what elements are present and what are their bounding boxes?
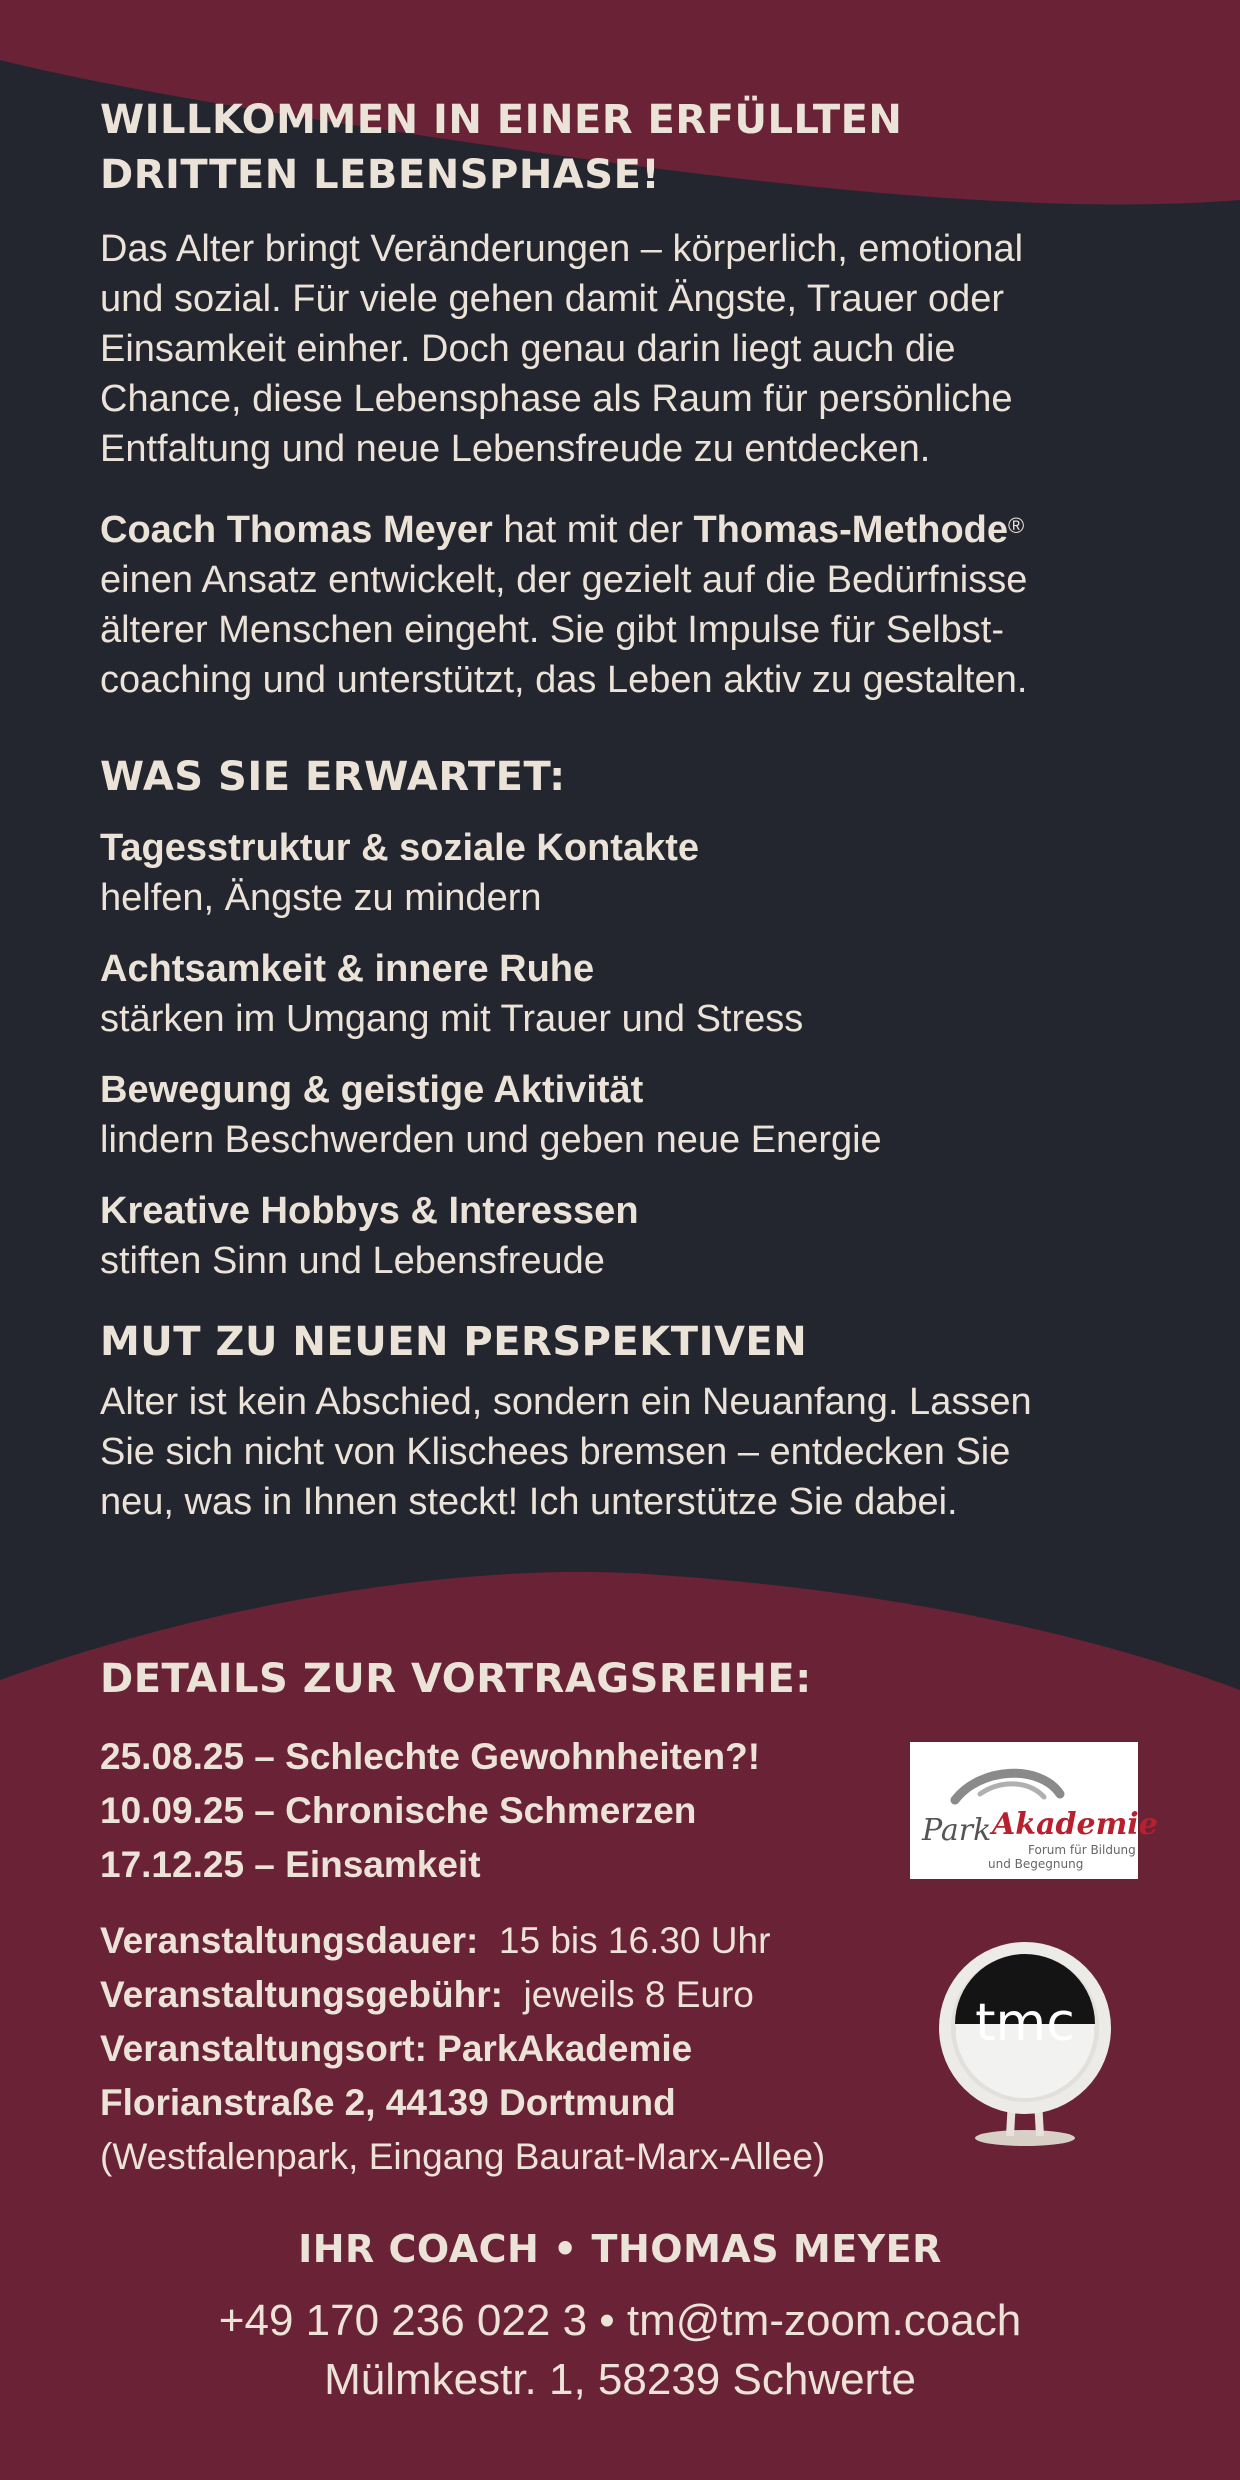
tmc-logo	[930, 1940, 1120, 2150]
expect-item-title: Tagesstruktur & soziale Kontakte	[100, 827, 700, 869]
fee-row	[100, 1968, 825, 2022]
date-item: 10.09.25 – Chronische Schmerzen	[100, 1790, 697, 1831]
intro-line: Das Alter bringt Veränderungen – körperlich, emotional	[100, 228, 1024, 270]
perspective-line: neu, was in Ihnen steckt! Ich unterstütze Sie dabei.	[100, 1481, 958, 1523]
expect-item	[100, 823, 699, 923]
duration-value: 15 bis 16.30 Uhr	[498, 1920, 771, 1961]
duration-label: Veranstaltungsdauer:	[100, 1920, 479, 1961]
park-word: Park	[922, 1813, 992, 1848]
expect-item-title: Achtsamkeit & innere Ruhe	[100, 948, 595, 990]
date-item: 17.12.25 – Einsamkeit	[100, 1844, 481, 1885]
method-line: coaching und unterstützt, das Leben aktiv zu gestalten.	[100, 659, 1028, 701]
expect-item	[100, 1186, 639, 1286]
coach-line: IHR COACH • THOMAS MEYER	[298, 2227, 942, 2271]
method-name: Thomas-Methode	[693, 509, 1008, 551]
intro-line: Entfaltung und neue Lebensfreude zu entdecken.	[100, 428, 931, 470]
expect-item-desc: lindern Beschwerden und geben neue Energie	[100, 1119, 882, 1161]
details-title: DETAILS ZUR VORTRAGSREIHE:	[100, 1656, 812, 1702]
park-sub1: Forum für Bildung	[1028, 1843, 1136, 1857]
venue-note: (Westfalenpark, Eingang Baurat-Marx-Allee)	[100, 2136, 826, 2177]
method-line: älterer Menschen eingeht. Sie gibt Impulse für Selbst-	[100, 609, 1005, 651]
fee-value: jeweils 8 Euro	[523, 1974, 754, 2015]
intro-title	[100, 93, 902, 203]
expect-item-desc: helfen, Ängste zu mindern	[100, 877, 542, 919]
akademie-word: Akademie	[992, 1807, 1158, 1842]
perspective-paragraph	[100, 1377, 1032, 1527]
expect-item-title: Bewegung & geistige Aktivität	[100, 1069, 644, 1111]
method-line: einen Ansatz entwickelt, der gezielt auf die Bedürfnisse	[100, 559, 1028, 601]
intro-line: Einsamkeit einher. Doch genau darin liegt auch die	[100, 328, 956, 370]
perspective-line: Sie sich nicht von Klischees bremsen – entdecken Sie	[100, 1431, 1011, 1473]
park-sub2: und Begegnung	[988, 1857, 1084, 1871]
duration-row	[100, 1914, 825, 1968]
tmc-text: tmc	[975, 1993, 1075, 2053]
intro-title-line2: DRITTEN LEBENSPHASE!	[100, 152, 661, 198]
perspective-line: Alter ist kein Abschied, sondern ein Neuanfang. Lassen	[100, 1381, 1032, 1423]
method-paragraph	[100, 505, 1027, 705]
parkakademie-logo-graphic	[910, 1742, 1158, 1879]
method-text-mid: hat mit der	[492, 509, 694, 551]
intro-line: Chance, diese Lebensphase als Raum für persönliche	[100, 378, 1013, 420]
venue-line1: Veranstaltungsort: ParkAkademie	[100, 2028, 693, 2069]
registered-mark: ®	[1008, 513, 1025, 538]
expect-item-desc: stiften Sinn und Lebensfreude	[100, 1240, 605, 1282]
intro-title-line1: WILLKOMMEN IN EINER ERFÜLLTEN	[100, 97, 903, 143]
intro-paragraph	[100, 224, 1023, 474]
fee-label: Veranstaltungsgebühr:	[100, 1974, 503, 2015]
parkakademie-logo	[910, 1742, 1158, 1879]
expect-item-title: Kreative Hobbys & Interessen	[100, 1190, 639, 1232]
event-info	[100, 1914, 825, 2184]
expect-title: WAS SIE ERWARTET:	[100, 754, 566, 800]
phone-email: +49 170 236 022 3 • tm@tm-zoom.coach	[218, 2296, 1022, 2345]
date-item: 25.08.25 – Schlechte Gewohnheiten?!	[100, 1736, 761, 1777]
date-list	[100, 1730, 760, 1892]
perspective-title: MUT ZU NEUEN PERSPEKTIVEN	[100, 1319, 808, 1365]
venue-line2: Florianstraße 2, 44139 Dortmund	[100, 2082, 676, 2123]
expect-item	[100, 1065, 882, 1165]
address: Mülmkestr. 1, 58239 Schwerte	[324, 2355, 916, 2404]
expect-item-desc: stärken im Umgang mit Trauer und Stress	[100, 998, 804, 1040]
method-first-line	[100, 505, 1027, 555]
intro-line: und sozial. Für viele gehen damit Ängste, Trauer oder	[100, 278, 1005, 320]
coach-name: Coach Thomas Meyer	[100, 509, 493, 551]
expect-item	[100, 944, 803, 1044]
